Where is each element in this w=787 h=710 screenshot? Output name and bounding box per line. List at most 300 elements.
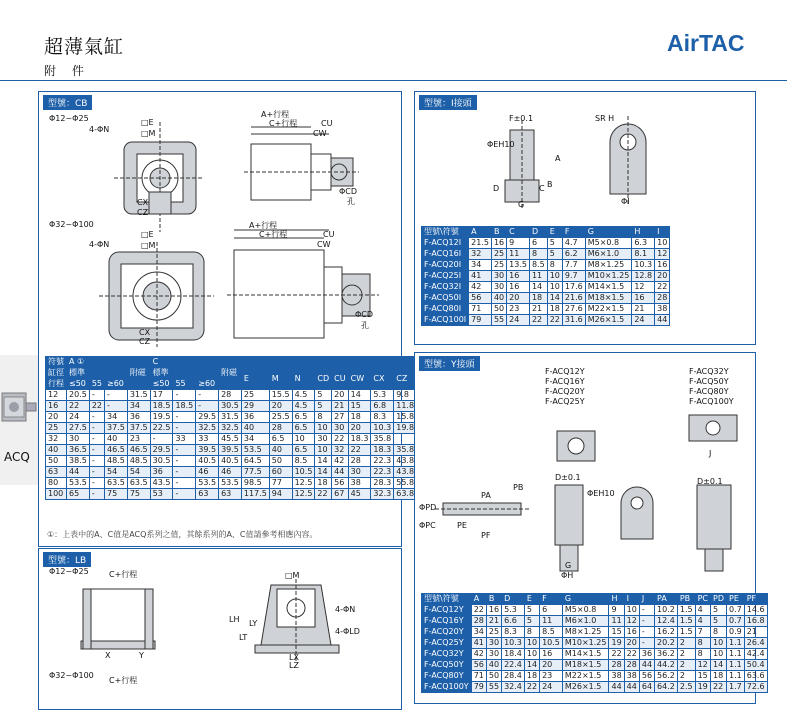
table-cell: M26×1.5: [585, 315, 632, 326]
table-cell: 14: [315, 456, 332, 467]
table-cell: -: [173, 423, 196, 434]
table-cell: M5×0.8: [562, 605, 609, 616]
table-cell: 5: [524, 616, 539, 627]
table-cell: 6.2: [562, 249, 585, 260]
table-cell: 21: [744, 627, 767, 638]
table-header: E: [547, 227, 562, 238]
table-cell: 13.5: [507, 260, 530, 271]
lb-label-4ld: 4-ΦLD: [335, 627, 360, 636]
table-cell: 30: [67, 434, 90, 445]
table-cell: M18×1.5: [562, 660, 609, 671]
table-header: G: [562, 594, 609, 605]
lb-label-4n: 4-ΦN: [335, 605, 356, 614]
table-cell: -: [196, 390, 219, 401]
table-cell: 79: [471, 682, 486, 693]
table-cell: F-ACQ12I: [422, 238, 469, 249]
table-cell: 22: [315, 489, 332, 500]
table-cell: 14: [529, 282, 547, 293]
table-cell: 7.7: [562, 260, 585, 271]
cb-label-m: □M: [141, 129, 156, 138]
table-cell: -: [639, 605, 654, 616]
table-cell: 16: [491, 238, 506, 249]
table-cell: 10: [655, 238, 670, 249]
table-cell: 75: [127, 489, 150, 500]
table-cell: 42: [471, 649, 486, 660]
table-header: C: [507, 227, 530, 238]
table-cell: 6: [540, 605, 563, 616]
table-cell: F-ACQ25I: [422, 271, 469, 282]
lb-panel: [38, 548, 402, 710]
table-cell: 34: [471, 627, 486, 638]
lb-label-ly: LY: [249, 619, 258, 628]
table-cell: 35.8: [394, 445, 417, 456]
table-cell: 17.6: [562, 282, 585, 293]
i-label-sr: SR H: [595, 114, 615, 123]
lb-label-c: C+行程: [109, 570, 138, 579]
table-cell: 4.5: [292, 390, 315, 401]
table-cell: M10×1.25: [585, 271, 632, 282]
table-header: G: [585, 227, 632, 238]
table-cell: 22: [624, 649, 639, 660]
table-cell: 20: [540, 660, 563, 671]
table-cell: 56: [332, 478, 348, 489]
table-cell: 0.7: [727, 616, 745, 627]
table-cell: 5: [547, 249, 562, 260]
table-cell: 18.3: [371, 445, 394, 456]
y-model: F-ACQ50Y: [689, 377, 729, 386]
y-model: F-ACQ25Y: [545, 397, 585, 406]
table-cell: 24: [632, 315, 655, 326]
table-cell: 22: [471, 605, 486, 616]
table-row: [422, 315, 670, 326]
table-cell: 56.2: [655, 671, 678, 682]
y-label-pf: PF: [481, 531, 491, 540]
table-row: [422, 649, 768, 660]
table-cell: 53: [150, 489, 173, 500]
table-cell: 38.5: [67, 456, 90, 467]
table-cell: M6×1.0: [585, 249, 632, 260]
table-cell: M8×1.25: [562, 627, 609, 638]
cb-label-4n: 4-ΦN: [89, 125, 110, 134]
table-cell: 16: [486, 605, 501, 616]
table-row: [422, 304, 670, 315]
table-cell: 22: [332, 434, 348, 445]
table-cell: 16: [540, 649, 563, 660]
cb-label-c: C+行程: [269, 119, 298, 128]
table-cell: 19: [609, 638, 624, 649]
table-cell: 1.1: [727, 671, 745, 682]
table-cell: 32.5: [219, 423, 242, 434]
table-cell: 38: [655, 304, 670, 315]
table-cell: 36.5: [67, 445, 90, 456]
table-cell: 29: [241, 401, 269, 412]
table-row: [422, 282, 670, 293]
table-cell: 12: [655, 249, 670, 260]
table-cell: 27.6: [562, 304, 585, 315]
table-cell: 10.5: [292, 467, 315, 478]
table-cell: 11.8: [394, 401, 417, 412]
cb-h-a: A ①: [67, 357, 151, 368]
table-cell: 8: [695, 649, 710, 660]
cb-h-std-a: 標準: [67, 368, 128, 379]
table-cell: 14: [315, 467, 332, 478]
table-cell: 30: [486, 638, 501, 649]
table-cell: 25: [46, 423, 67, 434]
table-cell: 37.5: [105, 423, 128, 434]
i-label-a: A: [555, 154, 561, 163]
table-cell: M5×0.8: [585, 238, 632, 249]
table-cell: 18: [315, 478, 332, 489]
table-cell: 30: [491, 271, 506, 282]
table-cell: 15.5: [269, 390, 292, 401]
table-cell: 44: [67, 467, 90, 478]
table-header: B: [486, 594, 501, 605]
table-cell: 6.3: [632, 238, 655, 249]
table-cell: -: [105, 401, 128, 412]
table-cell: 20: [46, 412, 67, 423]
table-cell: -: [173, 478, 196, 489]
table-cell: -: [173, 412, 196, 423]
table-row: [46, 456, 417, 467]
cb-h-c-le50: ≤50: [150, 379, 173, 390]
table-cell: 16: [655, 260, 670, 271]
cb-label-cu: CU: [321, 119, 333, 128]
table-cell: 8: [529, 249, 547, 260]
table-cell: 8.1: [632, 249, 655, 260]
table-cell: 10: [547, 282, 562, 293]
y-model: F-ACQ16Y: [545, 377, 585, 386]
cb-label-cw: CW: [313, 129, 327, 138]
table-cell: 32: [332, 445, 348, 456]
table-row: [46, 390, 417, 401]
i-drawing: [415, 92, 755, 222]
cb-label-cw-2: CW: [317, 240, 331, 249]
table-cell: 21.6: [562, 293, 585, 304]
table-cell: 4.5: [292, 401, 315, 412]
table-cell: 9: [507, 238, 530, 249]
table-header: A: [469, 227, 492, 238]
table-cell: 48.5: [105, 456, 128, 467]
table-cell: 5: [547, 238, 562, 249]
table-cell: F-ACQ32Y: [422, 649, 472, 660]
table-cell: 22: [67, 401, 90, 412]
side-tab: [0, 355, 38, 485]
y-model: F-ACQ32Y: [689, 367, 729, 376]
table-cell: 9: [609, 605, 624, 616]
table-cell: 21: [529, 304, 547, 315]
table-cell: 18: [348, 412, 371, 423]
table-cell: M14×1.5: [585, 282, 632, 293]
table-row: [422, 293, 670, 304]
table-cell: 21: [632, 304, 655, 315]
table-cell: 50.4: [744, 660, 767, 671]
table-cell: 11: [529, 271, 547, 282]
brand-logo: AirTAC: [667, 30, 745, 56]
table-cell: 30: [315, 434, 332, 445]
table-row: [422, 616, 768, 627]
table-cell: 64.5: [241, 456, 269, 467]
table-cell: -: [196, 401, 219, 412]
lb-label-lt: LT: [239, 633, 248, 642]
table-row: [46, 423, 417, 434]
cb-h-bore: 缸徑: [46, 368, 67, 379]
table-cell: 10: [315, 423, 332, 434]
table-cell: 24: [507, 315, 530, 326]
lb-label-lx: LX: [289, 653, 299, 662]
cb-h-stroke: 行程: [46, 379, 67, 390]
cb-label-a: A+行程: [261, 110, 290, 119]
cb-h-e: E: [241, 368, 269, 390]
table-cell: 44: [624, 682, 639, 693]
i-panel: [414, 91, 756, 345]
table-cell: M22×1.5: [562, 671, 609, 682]
page-subtitle: 附 件: [44, 64, 90, 78]
table-cell: 18: [529, 293, 547, 304]
table-cell: -: [105, 390, 128, 401]
cb-title: 型號：CB: [43, 95, 92, 110]
table-cell: 100: [46, 489, 67, 500]
table-cell: M8×1.25: [585, 260, 632, 271]
table-cell: 17: [150, 390, 173, 401]
table-cell: 40: [486, 660, 501, 671]
table-cell: F-ACQ50I: [422, 293, 469, 304]
table-cell: 20: [507, 293, 530, 304]
table-cell: 33: [173, 434, 196, 445]
table-cell: 32.5: [196, 423, 219, 434]
table-row: [422, 271, 670, 282]
y-label-pe: PE: [457, 521, 467, 530]
table-cell: 20.2: [655, 638, 678, 649]
table-header: B: [491, 227, 506, 238]
side-label: ACQ: [4, 450, 30, 464]
table-cell: -: [89, 423, 104, 434]
table-row: [46, 412, 417, 423]
table-cell: 94: [269, 489, 292, 500]
table-cell: 5: [315, 390, 332, 401]
table-cell: 10: [524, 638, 539, 649]
table-cell: 34: [105, 412, 128, 423]
table-row: [46, 467, 417, 478]
table-cell: 4: [695, 616, 710, 627]
y-label-pd: ΦPD: [419, 503, 437, 512]
table-cell: 14: [711, 660, 727, 671]
table-cell: 30.5: [150, 456, 173, 467]
table-cell: 22.3: [371, 467, 394, 478]
table-cell: 15: [609, 627, 624, 638]
table-cell: 36.2: [655, 649, 678, 660]
i-label-b: B: [547, 180, 553, 189]
table-cell: 63.5: [127, 478, 150, 489]
table-header: E: [524, 594, 539, 605]
table-cell: 2: [677, 638, 695, 649]
table-cell: 25: [491, 260, 506, 271]
table-cell: 75: [105, 489, 128, 500]
table-cell: 38: [348, 478, 371, 489]
table-cell: 24: [67, 412, 90, 423]
table-row: [422, 671, 768, 682]
table-cell: 16: [507, 282, 530, 293]
table-cell: F-ACQ100Y: [422, 682, 472, 693]
table-cell: 15: [348, 401, 371, 412]
table-cell: 16: [632, 293, 655, 304]
table-header: 型號\符號: [422, 227, 469, 238]
cb-h-symbol: 符號: [46, 357, 67, 368]
y-spec-table: [421, 593, 768, 693]
i-label-f: F±0.1: [509, 114, 534, 123]
table-cell: -: [89, 467, 104, 478]
table-cell: 31.5: [127, 390, 150, 401]
cb-label-cu-2: CU: [323, 230, 335, 239]
table-cell: 16: [46, 401, 67, 412]
table-cell: 12.5: [292, 489, 315, 500]
table-cell: 10.3: [371, 423, 394, 434]
table-cell: 20: [624, 638, 639, 649]
table-cell: 30: [486, 649, 501, 660]
table-cell: 21.5: [469, 238, 492, 249]
table-cell: 77: [269, 478, 292, 489]
table-cell: F-ACQ25Y: [422, 638, 472, 649]
table-cell: 6.8: [371, 401, 394, 412]
table-cell: 79: [469, 315, 492, 326]
table-cell: 38: [609, 671, 624, 682]
table-cell: -: [89, 478, 104, 489]
table-cell: F-ACQ32I: [422, 282, 469, 293]
y-title: 型號：Y接頭: [419, 356, 480, 371]
lb-label-y: Y: [139, 651, 144, 660]
cb-range-large: Φ32~Φ100: [49, 220, 94, 229]
table-row: [422, 249, 670, 260]
y-label-pa: PA: [481, 491, 491, 500]
table-cell: 30: [348, 467, 371, 478]
table-cell: 14: [547, 293, 562, 304]
table-cell: 63: [46, 467, 67, 478]
table-cell: 18: [524, 671, 539, 682]
table-cell: 54: [127, 467, 150, 478]
cb-h-cx: CX: [371, 368, 394, 390]
y-label-pc: ΦPC: [419, 521, 436, 530]
table-cell: 67: [332, 489, 348, 500]
y-label-eh: ΦEH10: [587, 489, 615, 498]
cb-label-kong: 孔: [347, 197, 355, 206]
table-cell: 39.5: [196, 445, 219, 456]
table-cell: 23: [540, 671, 563, 682]
table-header: I: [655, 227, 670, 238]
table-cell: 14.6: [744, 605, 767, 616]
lb-range-large: Φ32~Φ100: [49, 671, 94, 680]
table-cell: 10: [547, 271, 562, 282]
y-label-j: J: [709, 449, 712, 458]
table-cell: 98.5: [241, 478, 269, 489]
table-cell: 64.2: [655, 682, 678, 693]
table-cell: 72.6: [744, 682, 767, 693]
table-cell: 77.5: [241, 467, 269, 478]
table-cell: 50: [269, 456, 292, 467]
table-cell: 12: [695, 660, 710, 671]
table-cell: 4: [695, 605, 710, 616]
i-label-g: G: [518, 200, 525, 209]
table-cell: 63: [196, 489, 219, 500]
table-header: PC: [695, 594, 710, 605]
table-cell: 7: [695, 627, 710, 638]
table-cell: 1.1: [727, 638, 745, 649]
table-cell: 8: [315, 412, 332, 423]
table-cell: 22.5: [150, 423, 173, 434]
table-cell: F-ACQ16Y: [422, 616, 472, 627]
table-cell: 63: [219, 489, 242, 500]
lb-range-small: Φ12~Φ25: [49, 567, 89, 576]
table-cell: 39.5: [219, 445, 242, 456]
table-cell: 19.8: [394, 423, 417, 434]
table-cell: 30: [491, 282, 506, 293]
table-cell: 46.5: [127, 445, 150, 456]
table-cell: 10.5: [540, 638, 563, 649]
table-cell: 34: [127, 401, 150, 412]
table-cell: 1.5: [677, 627, 695, 638]
table-cell: 50: [46, 456, 67, 467]
table-cell: 20: [332, 390, 348, 401]
table-cell: -: [89, 412, 104, 423]
table-cell: 19: [695, 682, 710, 693]
table-cell: 40: [269, 445, 292, 456]
table-cell: F-ACQ50Y: [422, 660, 472, 671]
table-cell: -: [173, 489, 196, 500]
table-cell: -: [89, 390, 104, 401]
table-cell: 10: [711, 638, 727, 649]
table-cell: 40: [491, 293, 506, 304]
cb-h-std-c: 標準: [150, 368, 218, 379]
table-cell: 24: [540, 682, 563, 693]
table-cell: 6: [529, 238, 547, 249]
table-header: D: [529, 227, 547, 238]
table-cell: 10.3: [632, 260, 655, 271]
table-cell: 8.5: [540, 627, 563, 638]
table-cell: F-ACQ100I: [422, 315, 469, 326]
table-cell: 20: [348, 423, 371, 434]
lb-label-c-2: C+行程: [109, 676, 138, 685]
table-cell: M10×1.25: [562, 638, 609, 649]
table-cell: 53.5: [219, 478, 242, 489]
table-cell: 15: [695, 671, 710, 682]
table-cell: 25: [241, 390, 269, 401]
table-cell: 32: [46, 434, 67, 445]
table-header: PA: [655, 594, 678, 605]
table-cell: 5: [711, 605, 727, 616]
table-cell: 43.8: [394, 456, 417, 467]
table-cell: 6.5: [269, 434, 292, 445]
table-cell: 55: [491, 315, 506, 326]
table-cell: F-ACQ80Y: [422, 671, 472, 682]
table-cell: -: [639, 638, 654, 649]
header-rule: [0, 80, 787, 81]
table-cell: 6.5: [292, 412, 315, 423]
table-cell: 10: [624, 605, 639, 616]
cb-h-a-le50: ≤50: [67, 379, 90, 390]
table-row: [422, 605, 768, 616]
table-cell: 12: [632, 282, 655, 293]
y-model: F-ACQ20Y: [545, 387, 585, 396]
table-cell: 46: [219, 467, 242, 478]
table-cell: 29.5: [150, 445, 173, 456]
table-cell: 22: [89, 401, 104, 412]
table-cell: -: [639, 627, 654, 638]
cylinder-thumbnail-icon: [0, 375, 38, 455]
table-cell: 65: [67, 489, 90, 500]
table-cell: F-ACQ80I: [422, 304, 469, 315]
table-cell: 28: [269, 423, 292, 434]
table-cell: 40: [105, 434, 128, 445]
table-header: PB: [677, 594, 695, 605]
cb-label-cz-2: CZ: [139, 337, 151, 346]
